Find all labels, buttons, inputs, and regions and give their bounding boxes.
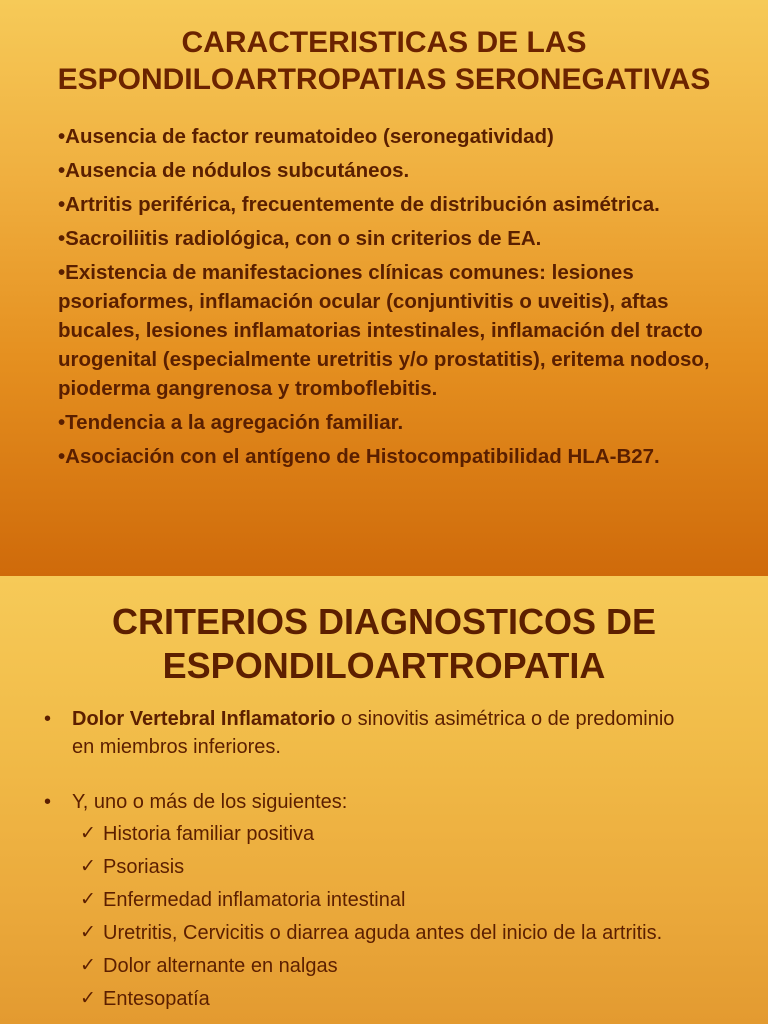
check-icon: ✓ (80, 955, 96, 976)
bullet-bold-text: Dolor Vertebral Inflamatorio (72, 708, 336, 730)
check-item (80, 919, 680, 947)
bullet-text: Y, uno o más de los siguientes: (72, 791, 348, 813)
check-icon: ✓ (80, 922, 96, 943)
bullet-text (72, 705, 694, 761)
list-item: •Asociación con el antígeno de Histocompatibilidad HLA-B27. (58, 445, 660, 468)
title-line-2: ESPONDILOARTROPATIA (162, 645, 606, 686)
list-item: •Sacroiliitis radiológica, con o sin criterios de EA. (58, 227, 542, 250)
title-line-1: CRITERIOS DIAGNOSTICOS DE (111, 601, 657, 642)
check-item (80, 886, 680, 914)
check-icon: ✓ (80, 823, 96, 844)
check-item-text: Historia familiar positiva (103, 823, 315, 845)
bullet-uno-o-mas (44, 788, 694, 816)
list-item: •Existencia de manifestaciones clínicas comunes: lesiones psoriaformes, inflamación ocular (conjuntivitis o uveitis), aftas bucales, lesiones inflamatorias intestinales, inflamación del tracto urogenital (especialmente uretritis y/o prostatitis), eritema nodoso, pioderma gangrenosa y tromboflebitis. (58, 261, 710, 400)
bullet-dot: • (44, 791, 52, 813)
slide-criterios (0, 576, 768, 1024)
check-item (80, 820, 680, 848)
list-item: •Artritis periférica, frecuentemente de distribución asimétrica. (58, 193, 660, 216)
check-item (80, 952, 680, 980)
check-icon: ✓ (80, 856, 96, 877)
check-item-text: Uretritis, Cervicitis o diarrea aguda antes del inicio de la artritis. (103, 922, 663, 944)
check-item (80, 985, 680, 1013)
check-item-text: Entesopatía (103, 988, 210, 1010)
list-item: •Tendencia a la agregación familiar. (58, 411, 404, 434)
slide-title (0, 24, 768, 98)
check-item-text: Dolor alternante en nalgas (103, 955, 338, 977)
bullet-dot: • (44, 708, 52, 730)
criteria-checklist (80, 820, 680, 1018)
bullet-rest-text: o sinovitis asimétrica o de predominio en miembros inferiores. (72, 708, 675, 758)
check-icon: ✓ (80, 889, 96, 910)
title-line-2: ESPONDILOARTROPATIAS SERONEGATIVAS (57, 63, 711, 96)
list-item: •Ausencia de factor reumatoideo (seronegatividad) (58, 125, 554, 148)
check-item (80, 853, 680, 881)
slide-title (0, 600, 768, 688)
check-icon: ✓ (80, 988, 96, 1009)
bullet-dolor-vertebral (44, 705, 694, 761)
characteristics-list (58, 122, 728, 476)
list-item: •Ausencia de nódulos subcutáneos. (58, 159, 410, 182)
check-item-text: Psoriasis (103, 856, 185, 878)
title-line-1: CARACTERISTICAS DE LAS (181, 26, 587, 59)
check-item-text: Enfermedad inflamatoria intestinal (103, 889, 406, 911)
